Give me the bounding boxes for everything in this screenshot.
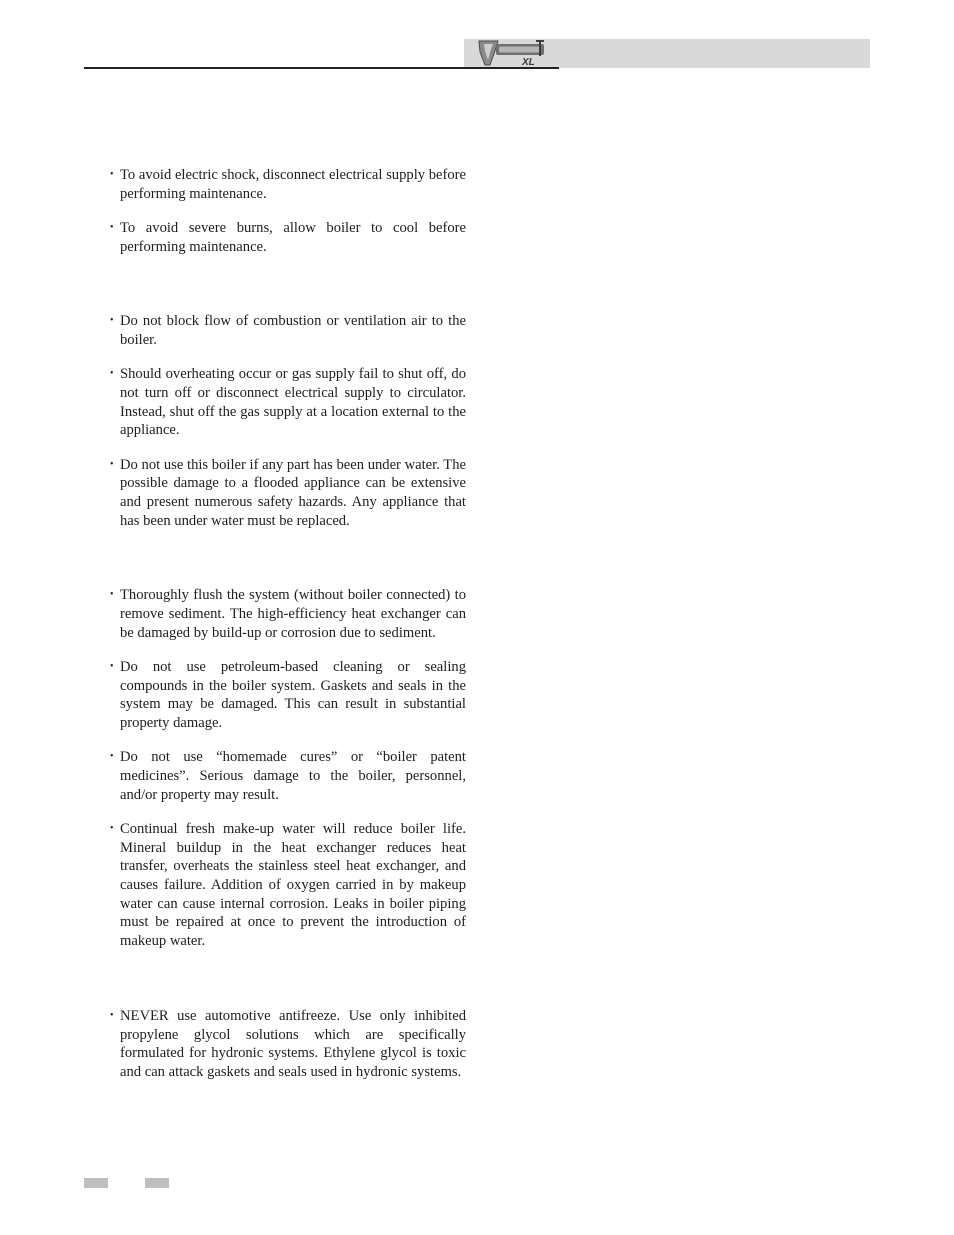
bullet-item: • To avoid severe burns, allow boiler to cool before performing maintenance. xyxy=(110,219,466,256)
warning-group-electrical xyxy=(110,166,466,256)
maintenance-warnings xyxy=(110,166,466,1082)
footer-section-marker xyxy=(145,1178,169,1188)
warning-group-antifreeze xyxy=(110,1007,466,1082)
bullet-item: • Should overheating occur or gas supply fail to shut off, do not turn off or disconnect electrical supply to circulator. Instead, shut off the gas supply at a location external to the appliance. xyxy=(110,365,466,440)
bullet-item: • Continual fresh make-up water will reduce boiler life. Mineral buildup in the heat exchanger reduces heat transfer, overheats the stainless steel heat exchanger, and causes failure. Addition of oxygen carried in by makeup water can cause internal corrosion. Leaks in boiler piping must be repaired at once to prevent the introduction of makeup water. xyxy=(110,820,466,951)
bullet-item: • To avoid electric shock, disconnect electrical supply before performing maintenance. xyxy=(110,166,466,203)
warning-group-system-water xyxy=(110,586,466,950)
bullet-item: • Thoroughly flush the system (without boiler connected) to remove sediment. The high-efficiency heat exchanger can be damaged by build-up or corrosion due to sediment. xyxy=(110,586,466,642)
logo-xl-text: XL xyxy=(522,57,535,68)
bullet-item: • Do not use “homemade cures” or “boiler patent medicines”. Serious damage to the boiler, personnel, and/or property may result. xyxy=(110,748,466,804)
bullet-item: • Do not block flow of combustion or ventilation air to the boiler. xyxy=(110,312,466,349)
bullet-item: • Do not use petroleum-based cleaning or sealing compounds in the boiler system. Gaskets and seals in the system may be damaged. This can result in substantial property damage. xyxy=(110,658,466,733)
bullet-item: • Do not use this boiler if any part has been under water. The possible damage to a flooded appliance can be extensive and present numerous safety hazards. Any appliance that has been under water must be replaced. xyxy=(110,456,466,531)
knight-xl-logo xyxy=(476,38,550,68)
footer-page-marker xyxy=(84,1178,108,1188)
bullet-item: • NEVER use automotive antifreeze. Use only inhibited propylene glycol solutions which are specifically formulated for hydronic systems. Ethylene glycol is toxic and can attack gaskets and seals used in hydronic systems. xyxy=(110,1007,466,1082)
warning-group-operation xyxy=(110,312,466,530)
